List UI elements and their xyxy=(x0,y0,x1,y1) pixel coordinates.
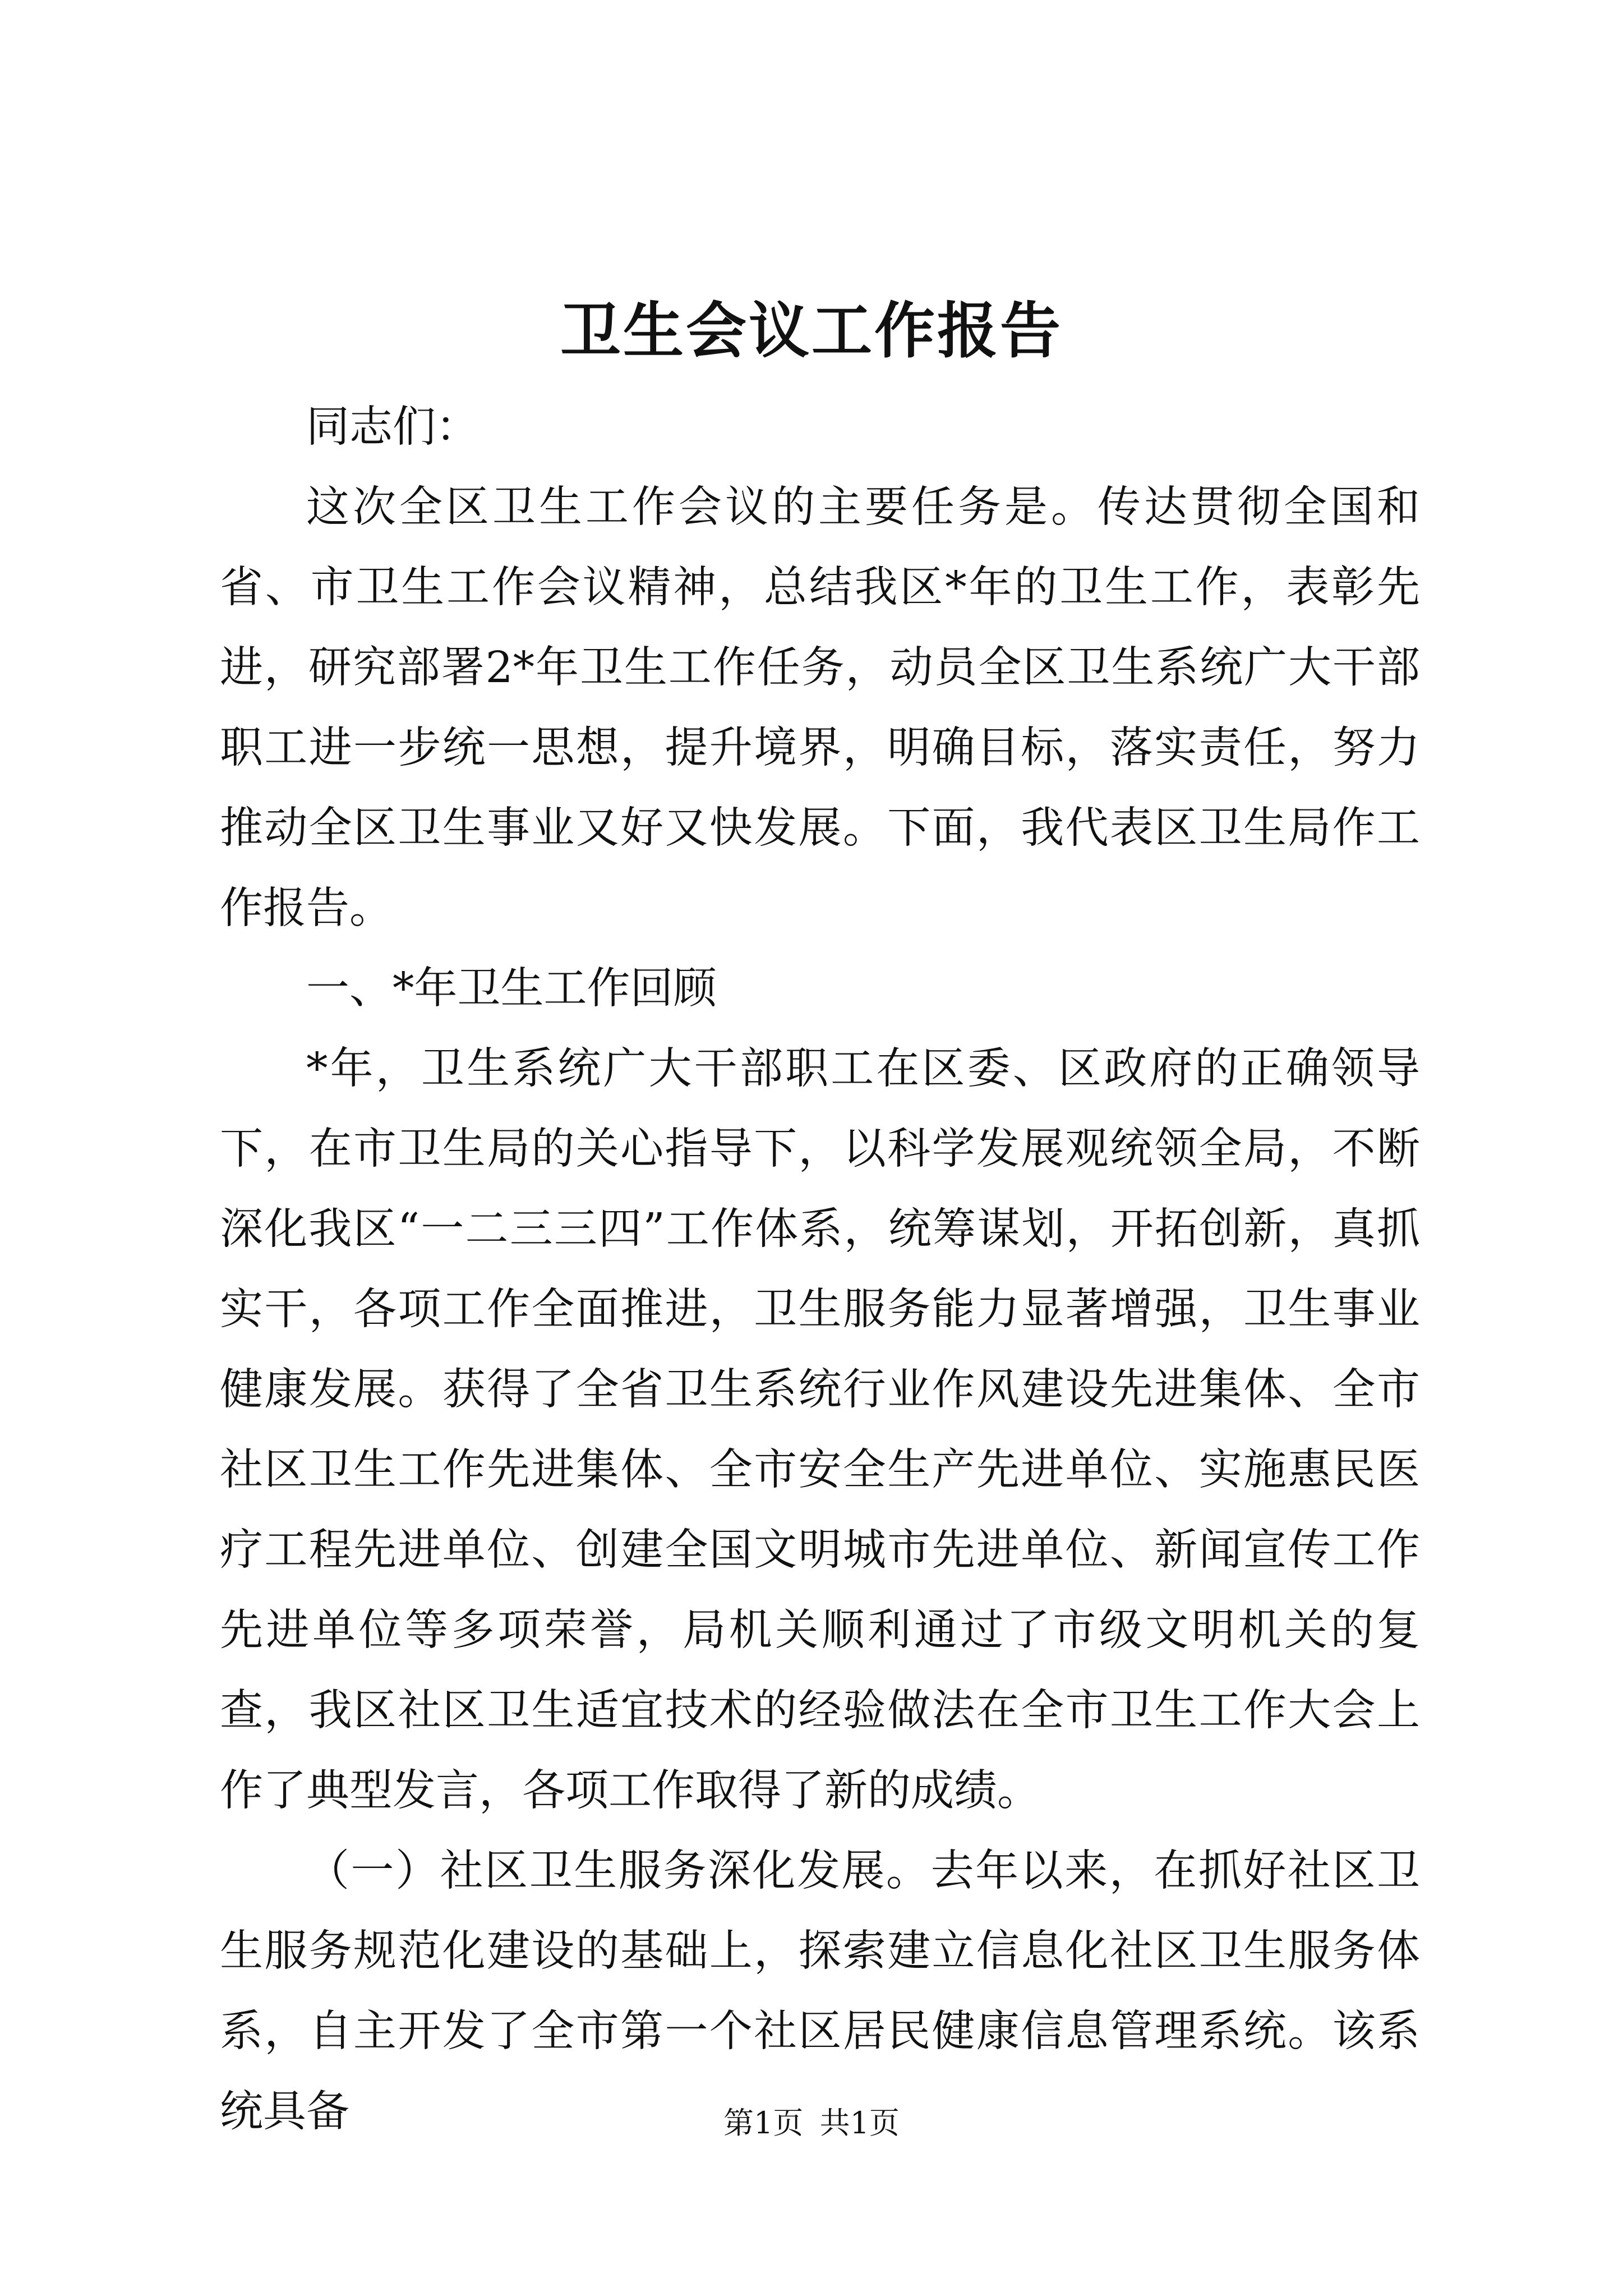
document-title: 卫生会议工作报告 xyxy=(560,296,1063,366)
page-footer xyxy=(0,2104,1623,2143)
paragraph-community-health: （一）社区卫生服务深化发展。去年以来，在抓好社区卫生服务规范化建设的基础上，探索建立信息化社区卫生服务体系，自主开发了全市第一个社区居民健康信息管理系统。该系统具备 xyxy=(220,1846,1420,2137)
document-body xyxy=(220,387,1420,2152)
paragraph-review: *年，卫生系统广大干部职工在区委、区政府的正确领导下，在市卫生局的关心指导下，以科学发展观统领全局，不断深化我区“一二三三四”工作体系，统筹谋划，开拓创新，真抓实干，各项工作全面推进，卫生服务能力显著增强，卫生事业健康发展。获得了全省卫生系统行业作风建设先进集体、全市社区卫生工作先进集体、全市安全生产先进单位、实施惠民医疗工程先进单位、创建全国文明城市先进单位、新闻宣传工作先进单位等多项荣誉，局机关顺利通过了市级文明机关的复查，我区社区卫生适宜技术的经验做法在全市卫生工作大会上作了典型发言，各项工作取得了新的成绩。 xyxy=(220,1044,1420,1816)
paragraph-intro: 这次全区卫生工作会议的主要任务是。传达贯彻全国和省、市卫生工作会议精神，总结我区*年的卫生工作，表彰先进，研究部署2*年卫生工作任务，动员全区卫生系统广大干部职工进一步统一思想，提升境界，明确目标，落实责任，努力推动全区卫生事业又好又快发展。下面，我代表区卫生局作工作报告。 xyxy=(220,482,1420,933)
page-total: 共1页 xyxy=(819,2105,900,2141)
section-heading: 一、*年卫生工作回顾 xyxy=(306,964,717,1014)
page-number: 第1页 xyxy=(723,2105,804,2141)
salutation: 同志们： xyxy=(306,402,479,452)
